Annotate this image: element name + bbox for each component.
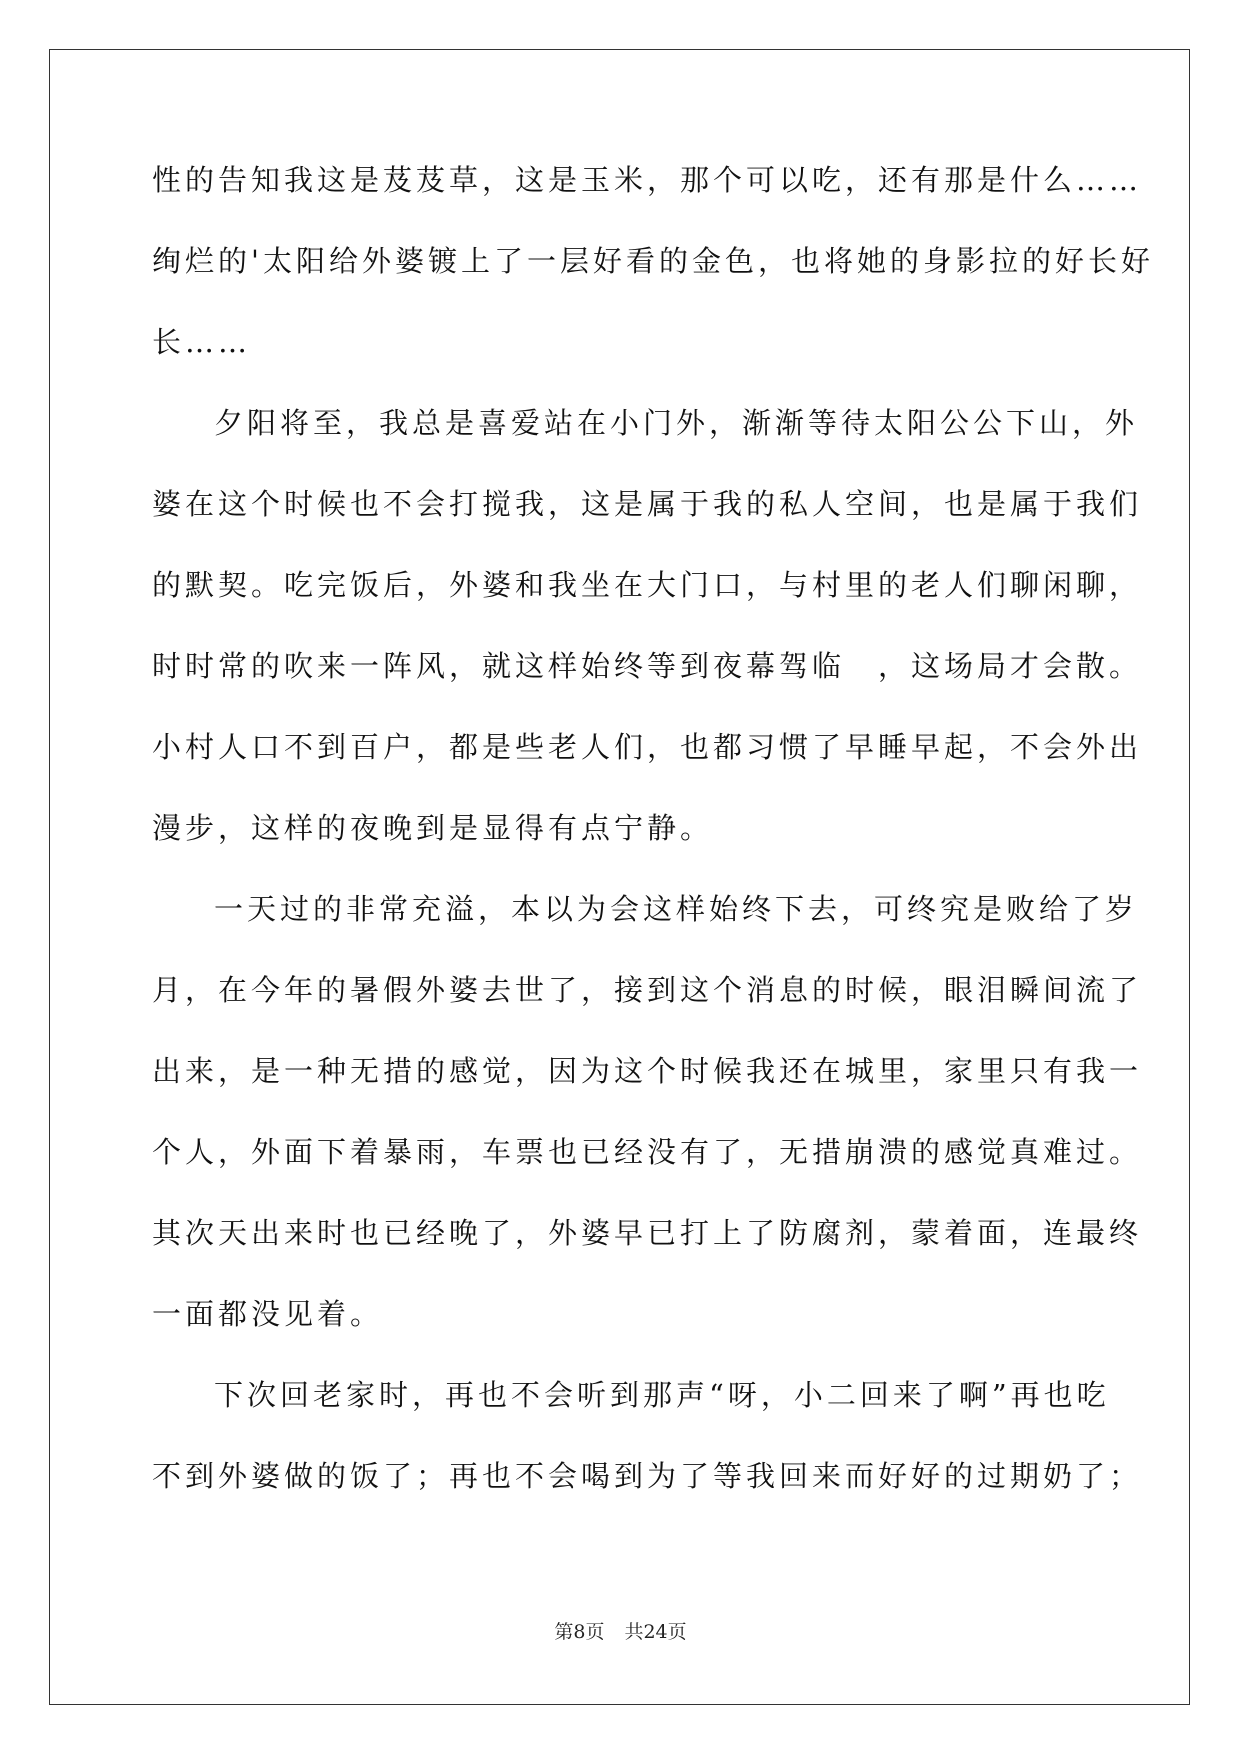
text-line-5: 婆在这个时候也不会打搅我，这是属于我的私人空间，也是属于我们: [152, 487, 1143, 521]
text-line-3: 长……: [152, 325, 252, 359]
text-line-11: 月，在今年的暑假外婆去世了，接到这个消息的时候，眼泪瞬间流了: [152, 973, 1143, 1007]
text-line-2: 绚烂的'太阳给外婆镀上了一层好看的金色，也将她的身影拉的好长好: [152, 244, 1154, 278]
text-line-16: 下次回老家时，再也不会听到那声“呀，小二回来了啊”再也吃: [214, 1378, 1110, 1412]
text-line-6: 的默契。吃完饭后，外婆和我坐在大门口，与村里的老人们聊闲聊，: [152, 568, 1143, 602]
text-line-14: 其次天出来时也已经晚了，外婆早已打上了防腐剂，蒙着面，连最终: [152, 1216, 1143, 1250]
text-line-10: 一天过的非常充溢，本以为会这样始终下去，可终究是败给了岁: [214, 892, 1139, 926]
text-line-7: 时时常的吹来一阵风，就这样始终等到夜幕驾临 ，这场局才会散。: [152, 649, 1143, 683]
text-line-9: 漫步，这样的夜晚到是显得有点宁静。: [152, 811, 714, 845]
page-number: 第8页: [554, 1621, 605, 1643]
text-line-1: 性的告知我这是芨芨草，这是玉米，那个可以吃，还有那是什么……: [152, 163, 1143, 197]
text-line-13: 个人，外面下着暴雨，车票也已经没有了，无措崩溃的感觉真难过。: [152, 1135, 1143, 1169]
document-body: [152, 160, 1154, 1537]
total-pages: 共24页: [624, 1621, 687, 1643]
text-line-8: 小村人口不到百户，都是些老人们，也都习惯了早睡早起，不会外出: [152, 730, 1143, 764]
text-line-17: 不到外婆做的饭了；再也不会喝到为了等我回来而好好的过期奶了；: [152, 1459, 1143, 1493]
text-line-12: 出来，是一种无措的感觉，因为这个时候我还在城里，家里只有我一: [152, 1054, 1143, 1088]
page-footer: [0, 1617, 1241, 1644]
text-line-4: 夕阳将至，我总是喜爱站在小门外，渐渐等待太阳公公下山，外: [214, 406, 1139, 440]
text-line-15: 一面都没见着。: [152, 1297, 384, 1331]
